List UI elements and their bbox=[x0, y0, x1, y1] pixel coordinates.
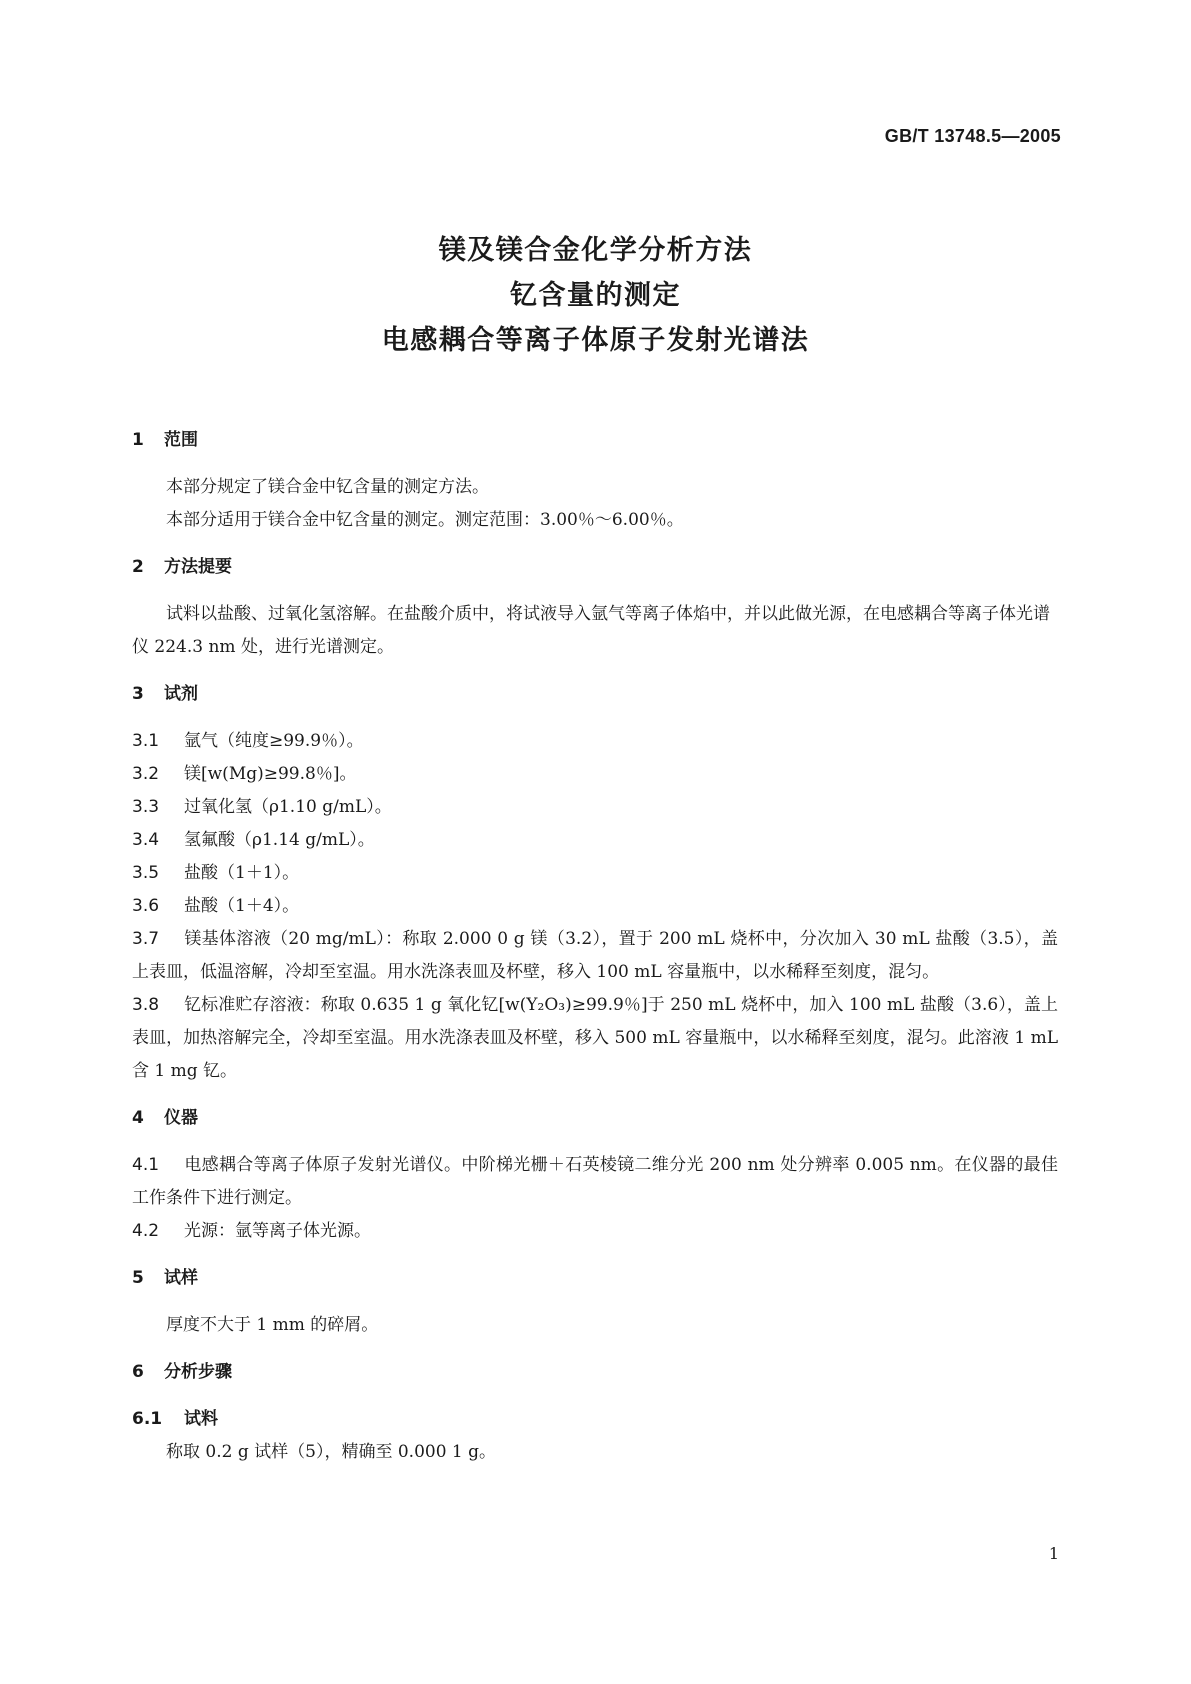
list-item: 4.2 光源：氩等离子体光源。 bbox=[132, 1221, 371, 1241]
document-body bbox=[132, 424, 1058, 1469]
paragraph: 本部分规定了镁合金中钇含量的测定方法。 bbox=[166, 477, 489, 497]
list-item: 3.7 镁基体溶液（20 mg/mL）：称取 2.000 0 g 镁（3.2），置于 200 mL 烧杯中，分次加入 30 mL 盐酸（3.5），盖上表皿，低温溶解，冷却至室温。用水洗涤表皿及杯壁，移入 100 mL 容量瓶中，以水稀释至刻度，混匀。 bbox=[132, 929, 1058, 982]
list-item: 3.8 钇标准贮存溶液：称取 0.635 1 g 氧化钇[w(Y₂O₃)≥99.9％]于 250 mL 烧杯中，加入 100 mL 盐酸（3.6），盖上表皿，加热溶解完全，冷却至室温。用水洗涤表皿及杯壁，移入 500 mL 容量瓶中，以水稀释至刻度，混匀。此溶液 1 mL 含 1 mg 钇。 bbox=[132, 995, 1058, 1081]
page-number: 1 bbox=[1048, 1544, 1059, 1563]
document-title bbox=[0, 228, 1191, 363]
paragraph: 称取 0.2 g 试样（5），精确至 0.000 1 g。 bbox=[166, 1442, 497, 1462]
list-item: 3.6 盐酸（1＋4）。 bbox=[132, 896, 300, 916]
list-item: 3.2 镁[w(Mg)≥99.8％]。 bbox=[132, 764, 357, 784]
paragraph: 厚度不大于 1 mm 的碎屑。 bbox=[166, 1315, 379, 1335]
section-body-scope bbox=[132, 471, 1058, 537]
list-item: 3.1 氩气（纯度≥99.9％）。 bbox=[132, 731, 364, 751]
section-heading-reagents: 3 试剂 bbox=[132, 684, 198, 704]
list-item: 3.5 盐酸（1＋1）。 bbox=[132, 863, 300, 883]
section-heading-scope: 1 范围 bbox=[132, 430, 198, 450]
list-item: 3.3 过氧化氢（ρ1.10 g/mL）。 bbox=[132, 797, 392, 817]
section-body-apparatus bbox=[132, 1149, 1058, 1248]
paragraph: 本部分适用于镁合金中钇含量的测定。测定范围：3.00％～6.00％。 bbox=[166, 510, 684, 530]
list-item: 4.1 电感耦合等离子体原子发射光谱仪。中阶梯光栅＋石英棱镜二维分光 200 nm 处分辨率 0.005 nm。在仪器的最佳工作条件下进行测定。 bbox=[132, 1155, 1058, 1208]
title-line-2: 钇含量的测定 bbox=[510, 280, 681, 311]
title-line-3: 电感耦合等离子体原子发射光谱法 bbox=[381, 325, 810, 356]
section-body-analysis-steps bbox=[132, 1403, 1058, 1469]
section-heading-analysis-steps: 6 分析步骤 bbox=[132, 1362, 232, 1382]
section-body-reagents bbox=[132, 725, 1058, 1088]
list-item: 3.4 氢氟酸（ρ1.14 g/mL）。 bbox=[132, 830, 375, 850]
section-heading-method-summary: 2 方法提要 bbox=[132, 557, 232, 577]
standard-code: GB/T 13748.5—2005 bbox=[884, 126, 1061, 146]
title-line-1: 镁及镁合金化学分析方法 bbox=[438, 235, 753, 266]
section-heading-sample: 5 试样 bbox=[132, 1268, 198, 1288]
paragraph: 试料以盐酸、过氧化氢溶解。在盐酸介质中，将试液导入氩气等离子体焰中，并以此做光源，在电感耦合等离子体光谱仪 224.3 nm 处，进行光谱测定。 bbox=[132, 604, 1050, 657]
section-body-method-summary bbox=[132, 598, 1058, 664]
subsection-heading-test-portion: 6.1 试料 bbox=[132, 1409, 218, 1429]
section-heading-apparatus: 4 仪器 bbox=[132, 1108, 198, 1128]
section-body-sample bbox=[132, 1309, 1058, 1342]
